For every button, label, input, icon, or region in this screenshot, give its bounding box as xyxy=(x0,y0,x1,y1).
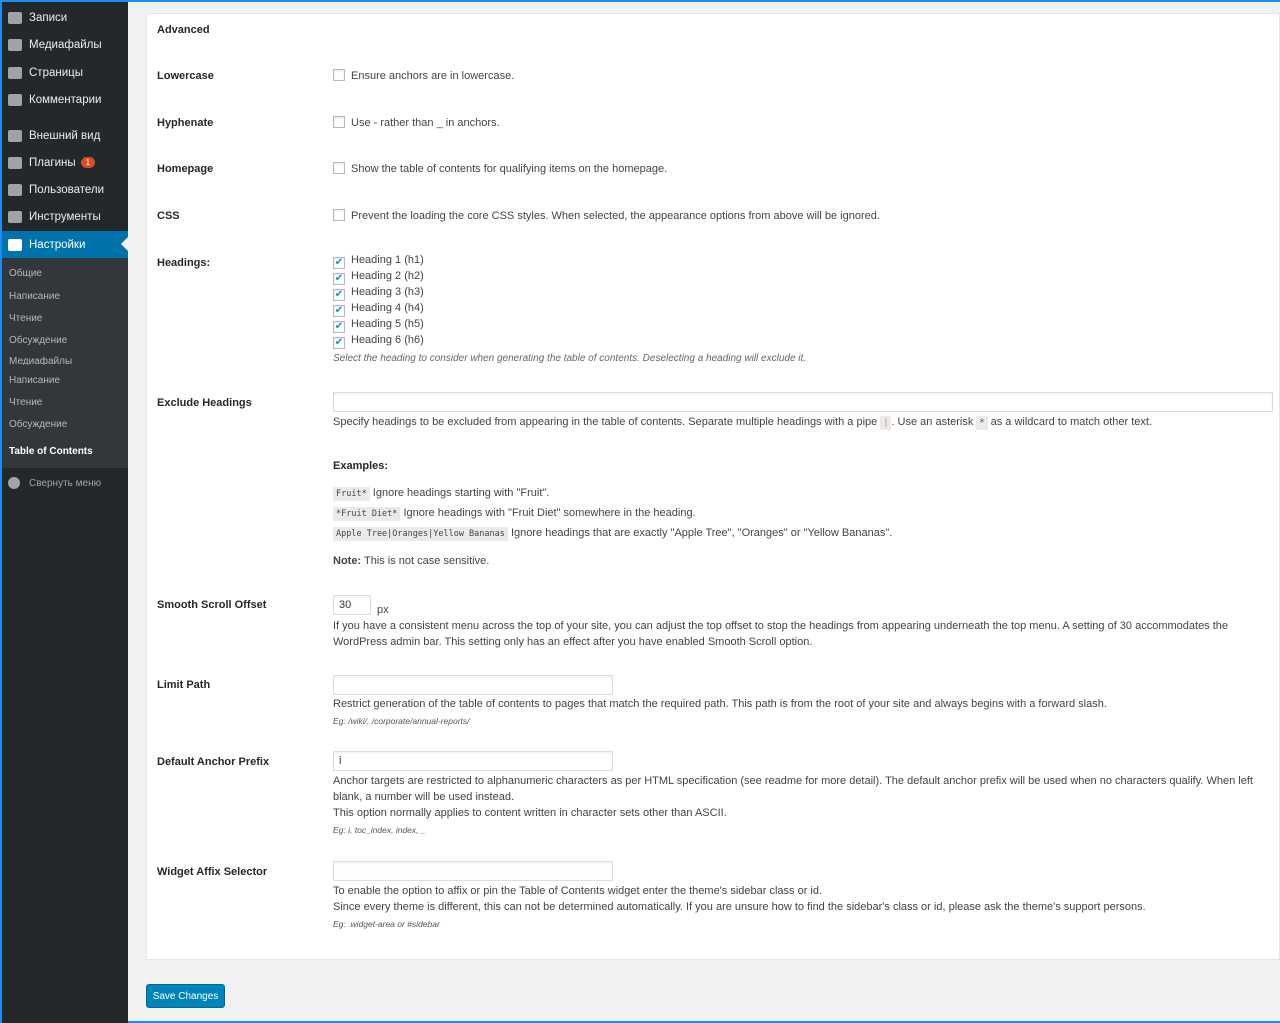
menu-posts[interactable] xyxy=(2,4,128,31)
heading-checkbox[interactable]: ✔ xyxy=(334,273,344,284)
case-note: Note: This is not case sensitive. xyxy=(333,555,490,567)
example-2: *Fruit Diet* Ignore headings with "Fruit Diet" somewhere in the heading. xyxy=(333,505,1273,522)
limit-path-description xyxy=(333,696,1273,729)
media-icon xyxy=(8,39,22,51)
px-unit: px xyxy=(377,604,389,616)
widget-affix-desc-1: To enable the option to affix or pin the Table of Contents widget enter the theme's sidebar class or id. xyxy=(333,885,823,897)
heading-option-label: Heading 3 (h3) xyxy=(351,286,424,298)
menu-label: Записи xyxy=(29,11,68,24)
css-label: CSS xyxy=(157,210,180,222)
menu-label: Медиафайлы xyxy=(29,38,102,51)
homepage-checkbox[interactable] xyxy=(333,162,345,174)
submenu-discussion[interactable]: Обсуждение xyxy=(9,335,68,346)
anchor-prefix-example: Eg: i, toc_index, index, _ xyxy=(333,825,426,835)
anchor-prefix-description xyxy=(333,773,1273,838)
homepage-label: Homepage xyxy=(157,163,214,175)
submenu-table-of-contents[interactable]: Table of Contents xyxy=(9,446,93,457)
anchor-prefix-desc-3: This option normally applies to content written in character sets other than ASCII. xyxy=(333,807,727,819)
submenu-writing-2[interactable]: Написание xyxy=(9,375,61,386)
exclude-headings-input[interactable] xyxy=(333,392,1273,412)
menu-media[interactable] xyxy=(2,31,128,58)
widget-affix-example: Eg: .widget-area or #sidebar xyxy=(333,919,440,929)
menu-users[interactable] xyxy=(2,176,128,203)
anchor-prefix-desc-2: blank, a number will be used instead. xyxy=(333,791,514,803)
heading-option-label: Heading 1 (h1) xyxy=(351,254,424,266)
pin-icon xyxy=(8,12,22,24)
widget-affix-input[interactable] xyxy=(333,861,613,881)
submenu-reading[interactable]: Чтение xyxy=(9,313,43,324)
css-checkbox[interactable] xyxy=(333,209,345,221)
heading-option-label: Heading 6 (h6) xyxy=(351,334,424,346)
menu-label: Настройки xyxy=(29,238,86,251)
heading-checkbox[interactable]: ✔ xyxy=(334,305,344,316)
menu-label: Пользователи xyxy=(29,183,105,196)
headings-description: Select the heading to consider when generating the table of contents. Deselecting a heading will exclude it. xyxy=(333,353,807,364)
heading-checkbox[interactable]: ✔ xyxy=(334,289,344,300)
anchor-prefix-label: Default Anchor Prefix xyxy=(157,756,270,768)
exclude-label: Exclude Headings xyxy=(157,397,252,409)
save-changes-button[interactable]: Save Changes xyxy=(146,984,225,1008)
homepage-text: Show the table of contents for qualifying items on the homepage. xyxy=(351,163,668,175)
examples-title: Examples: xyxy=(333,460,389,472)
widget-affix-description xyxy=(333,883,1273,932)
smooth-scroll-desc-1: If you have a consistent menu across the top of your site, you can adjust the top offset to stop the headings from appearing underneath the top menu. A setting of 30 accommodates the xyxy=(333,620,1229,632)
smooth-scroll-desc-2: WordPress admin bar. This setting only has an effect after you have enabled Smooth Scroll option. xyxy=(333,636,813,648)
settings-panel xyxy=(146,13,1280,960)
widget-affix-label: Widget Affix Selector xyxy=(157,866,268,878)
heading-checkbox[interactable]: ✔ xyxy=(334,337,344,348)
update-badge: 1 xyxy=(81,157,95,168)
heading-option-label: Heading 4 (h4) xyxy=(351,302,424,314)
menu-settings[interactable] xyxy=(2,231,128,258)
submenu-general[interactable]: Общие xyxy=(9,268,42,279)
example-1: Fruit* Ignore headings starting with "Fruit". xyxy=(333,485,1273,502)
wrench-icon xyxy=(8,211,22,223)
settings-submenu xyxy=(2,258,128,468)
heading-option[interactable] xyxy=(333,252,1273,269)
heading-option-label: Heading 5 (h5) xyxy=(351,318,424,330)
brush-icon xyxy=(8,130,22,142)
smooth-scroll-description xyxy=(333,618,1273,650)
section-title: Advanced xyxy=(157,24,210,36)
hyphenate-checkbox[interactable] xyxy=(333,116,345,128)
menu-label: Внешний вид xyxy=(29,129,101,142)
widget-affix-desc-2: Since every theme is different, this can not be determined automatically. If you are unsure how to find the sidebar's class or id, please ask the theme's support persons. xyxy=(333,901,1146,913)
limit-path-label: Limit Path xyxy=(157,679,211,691)
heading-option[interactable] xyxy=(333,300,1273,317)
exclude-description: Specify headings to be excluded from appearing in the table of contents. Separate multiple headings with a pipe | . Use an asterisk * as a wildcard to match other text. xyxy=(333,416,1153,428)
menu-label: Страницы xyxy=(29,66,83,79)
heading-option[interactable] xyxy=(333,332,1273,349)
heading-option[interactable] xyxy=(333,316,1273,333)
hyphenate-label: Hyphenate xyxy=(157,117,214,129)
settings-icon xyxy=(8,239,22,251)
submenu-writing[interactable]: Написание xyxy=(9,291,61,302)
menu-tools[interactable] xyxy=(2,203,128,230)
menu-label: Плагины xyxy=(29,156,76,169)
submenu-media[interactable]: Медиафайлы xyxy=(9,356,73,365)
smooth-scroll-offset-stepper[interactable] xyxy=(333,595,371,615)
users-icon xyxy=(8,184,22,196)
submenu-discussion-2[interactable]: Обсуждение xyxy=(9,419,68,430)
menu-pages[interactable] xyxy=(2,59,128,86)
lowercase-label: Lowercase xyxy=(157,70,214,82)
anchor-prefix-desc-1: Anchor targets are restricted to alphanumeric characters as per HTML specification (see readme for more detail). The default anchor prefix will be used when no characters qualify. When left xyxy=(333,775,1253,787)
example-3: Apple Tree|Oranges|Yellow Bananas Ignore headings that are exactly "Apple Tree", "Oranges" or "Yellow Bananas". xyxy=(333,525,1273,542)
plugin-icon xyxy=(8,157,22,169)
menu-label: Инструменты xyxy=(29,210,101,223)
headings-label: Headings: xyxy=(157,257,211,269)
hyphenate-text: Use - rather than _ in anchors. xyxy=(351,117,500,129)
collapse-menu-button[interactable] xyxy=(8,477,101,489)
css-text: Prevent the loading the core CSS styles. When selected, the appearance options from above will be ignored. xyxy=(351,210,880,222)
heading-option[interactable] xyxy=(333,268,1273,285)
menu-appearance[interactable] xyxy=(2,122,128,149)
collapse-icon xyxy=(8,477,20,489)
anchor-prefix-input[interactable] xyxy=(333,751,613,771)
heading-option-label: Heading 2 (h2) xyxy=(351,270,424,282)
submenu-reading-2[interactable]: Чтение xyxy=(9,397,43,408)
heading-checkbox[interactable]: ✔ xyxy=(334,257,344,268)
menu-comments[interactable] xyxy=(2,86,128,113)
limit-path-input[interactable] xyxy=(333,675,613,695)
limit-path-example: Eg: /wiki/, /corporate/annual-reports/ xyxy=(333,716,470,726)
heading-option[interactable] xyxy=(333,284,1273,301)
smooth-scroll-label: Smooth Scroll Offset xyxy=(157,599,267,611)
limit-path-desc: Restrict generation of the table of contents to pages that match the required path. This path is from the root of your site and always begins with a forward slash. xyxy=(333,698,1107,710)
lowercase-checkbox[interactable] xyxy=(333,69,345,81)
heading-checkbox[interactable]: ✔ xyxy=(334,321,344,332)
menu-plugins[interactable] xyxy=(2,149,128,176)
collapse-label: Свернуть меню xyxy=(29,477,102,489)
comments-icon xyxy=(8,94,22,106)
lowercase-text: Ensure anchors are in lowercase. xyxy=(351,70,515,82)
admin-sidebar xyxy=(2,2,128,1023)
pages-icon xyxy=(8,67,22,79)
menu-label: Комментарии xyxy=(29,93,102,106)
